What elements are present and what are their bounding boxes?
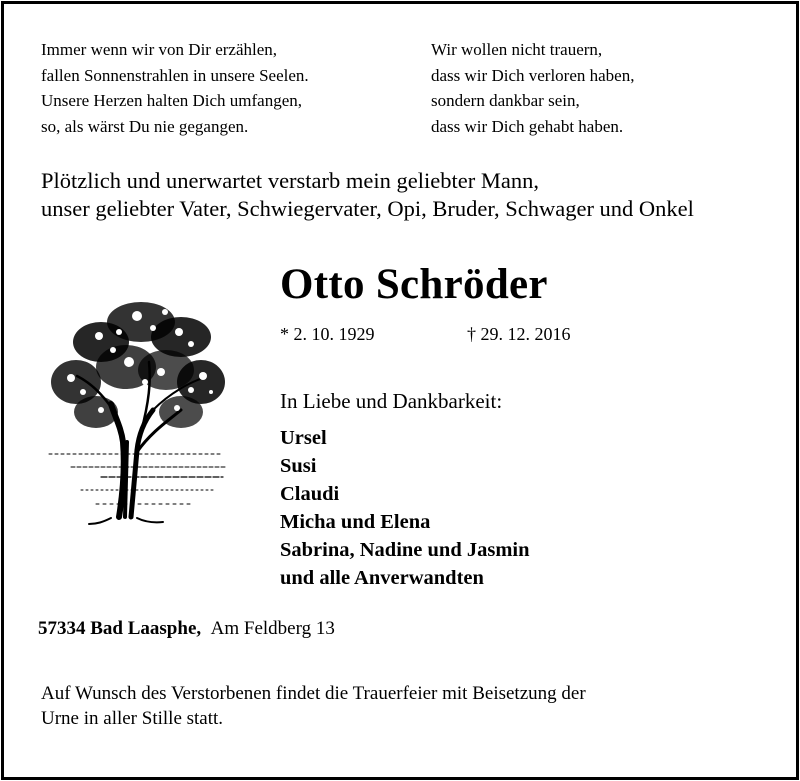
mourner-name: Micha und Elena: [280, 511, 431, 533]
poem-right-line: dass wir Dich verloren haben,: [431, 65, 635, 85]
closing-line: Auf Wunsch des Verstorbenen findet die Trauerfeier mit Beisetzung der: [41, 683, 586, 704]
poem-left-line: Immer wenn wir von Dir erzählen,: [41, 40, 278, 59]
poem-left-line: Unsere Herzen halten Dich umfangen,: [41, 91, 303, 110]
tree-icon: [41, 292, 231, 542]
poem-right-line: dass wir Dich gehabt haben.: [431, 116, 624, 136]
poem-left: [41, 37, 309, 139]
mourner-name: Claudi: [280, 483, 340, 505]
death-date: † 29. 12. 2016: [467, 324, 571, 344]
intro-line: unser geliebter Vater, Schwiegervater, Opi, Bruder, Schwager und Onkel: [41, 196, 694, 221]
intro-text: [41, 167, 694, 223]
mourner-name: und alle Anverwandten: [280, 567, 484, 589]
closing-line: Urne in aller Stille statt.: [41, 708, 224, 729]
poem-left-line: fallen Sonnenstrahlen in unsere Seelen.: [41, 65, 309, 85]
intro-line: Plötzlich und unerwartet verstarb mein geliebter Mann,: [41, 168, 539, 193]
poem-right-line: Wir wollen nicht trauern,: [431, 40, 603, 59]
obituary-notice: [1, 1, 799, 780]
address-street: Am Feldberg 13: [210, 618, 335, 639]
address-city: 57334 Bad Laasphe,: [38, 618, 202, 639]
mourner-name: Sabrina, Nadine und Jasmin: [280, 539, 530, 561]
poem-right-line: sondern dankbar sein,: [431, 91, 580, 110]
deceased-name: Otto Schröder: [280, 261, 548, 308]
mourners-list: [280, 424, 530, 592]
tree-illustration: [41, 292, 231, 542]
poem-left-line: so, als wärst Du nie gegangen.: [41, 116, 249, 136]
poem-right: [431, 37, 634, 139]
address: [38, 618, 335, 640]
birth-date: * 2. 10. 1929: [280, 324, 375, 344]
mourner-name: Ursel: [280, 427, 327, 449]
closing-note: [41, 681, 586, 731]
mourner-name: Susi: [280, 455, 317, 477]
gratitude-heading: In Liebe und Dankbarkeit:: [280, 389, 503, 413]
